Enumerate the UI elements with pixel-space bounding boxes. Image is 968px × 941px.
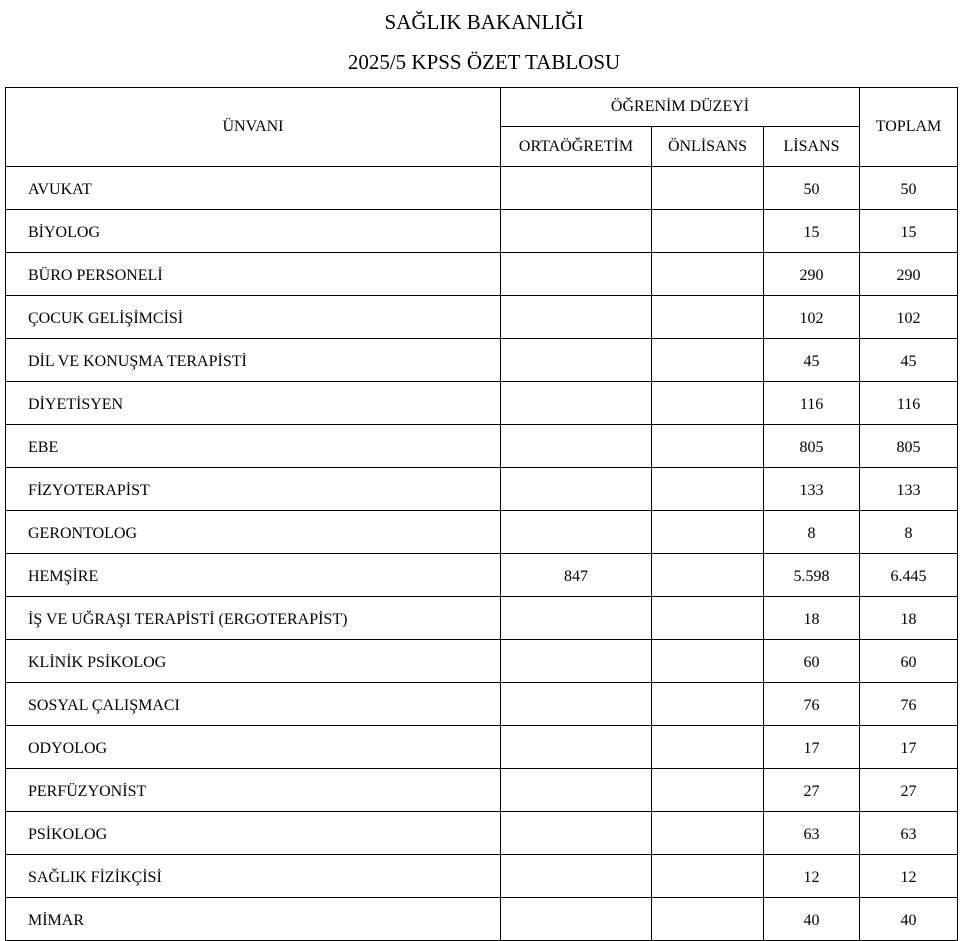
cell-onlisans: [652, 726, 764, 769]
cell-toplam: 133: [860, 468, 958, 511]
cell-ortaogretim: 847: [501, 554, 652, 597]
cell-unvan: SOSYAL ÇALIŞMACI: [6, 683, 501, 726]
cell-lisans: 290: [764, 253, 860, 296]
cell-toplam: 50: [860, 167, 958, 210]
header-unvan: ÜNVANI: [6, 88, 501, 167]
cell-unvan: İŞ VE UĞRAŞI TERAPİSTİ (ERGOTERAPİST): [6, 597, 501, 640]
header-ogrenim-duzeyi: ÖĞRENİM DÜZEYİ: [501, 88, 860, 127]
table-row: [6, 898, 958, 941]
cell-unvan: DİL VE KONUŞMA TERAPİSTİ: [6, 339, 501, 382]
cell-onlisans: [652, 640, 764, 683]
table-row: [6, 382, 958, 425]
cell-toplam: 15: [860, 210, 958, 253]
cell-onlisans: [652, 382, 764, 425]
cell-onlisans: [652, 554, 764, 597]
cell-lisans: 12: [764, 855, 860, 898]
cell-lisans: 133: [764, 468, 860, 511]
cell-unvan: SAĞLIK FİZİKÇİSİ: [6, 855, 501, 898]
cell-toplam: 27: [860, 769, 958, 812]
cell-toplam: 18: [860, 597, 958, 640]
cell-ortaogretim: [501, 425, 652, 468]
document-title: SAĞLIK BAKANLIĞI: [384, 10, 584, 34]
cell-toplam: 12: [860, 855, 958, 898]
table-row: [6, 425, 958, 468]
cell-ortaogretim: [501, 769, 652, 812]
header-ortaogretim: ORTAÖĞRETİM: [501, 127, 652, 167]
cell-lisans: 15: [764, 210, 860, 253]
cell-ortaogretim: [501, 511, 652, 554]
cell-lisans: 805: [764, 425, 860, 468]
cell-ortaogretim: [501, 253, 652, 296]
cell-lisans: 102: [764, 296, 860, 339]
cell-lisans: 8: [764, 511, 860, 554]
cell-ortaogretim: [501, 296, 652, 339]
cell-ortaogretim: [501, 339, 652, 382]
cell-onlisans: [652, 468, 764, 511]
cell-toplam: 116: [860, 382, 958, 425]
cell-unvan: MİMAR: [6, 898, 501, 941]
cell-ortaogretim: [501, 167, 652, 210]
table-row: [6, 726, 958, 769]
cell-unvan: BİYOLOG: [6, 210, 501, 253]
cell-lisans: 76: [764, 683, 860, 726]
cell-onlisans: [652, 597, 764, 640]
table-row: [6, 253, 958, 296]
cell-toplam: 8: [860, 511, 958, 554]
cell-ortaogretim: [501, 812, 652, 855]
cell-lisans: 60: [764, 640, 860, 683]
cell-onlisans: [652, 769, 764, 812]
table-row: [6, 683, 958, 726]
table-row: [6, 812, 958, 855]
cell-onlisans: [652, 167, 764, 210]
table-row: [6, 167, 958, 210]
cell-ortaogretim: [501, 683, 652, 726]
cell-unvan: DİYETİSYEN: [6, 382, 501, 425]
cell-lisans: 45: [764, 339, 860, 382]
cell-unvan: AVUKAT: [6, 167, 501, 210]
cell-lisans: 27: [764, 769, 860, 812]
cell-toplam: 45: [860, 339, 958, 382]
cell-unvan: GERONTOLOG: [6, 511, 501, 554]
cell-onlisans: [652, 339, 764, 382]
cell-lisans: 5.598: [764, 554, 860, 597]
cell-onlisans: [652, 812, 764, 855]
cell-onlisans: [652, 253, 764, 296]
cell-toplam: 805: [860, 425, 958, 468]
cell-toplam: 40: [860, 898, 958, 941]
cell-onlisans: [652, 898, 764, 941]
cell-onlisans: [652, 683, 764, 726]
cell-unvan: ÇOCUK GELİŞİMCİSİ: [6, 296, 501, 339]
table-row: [6, 468, 958, 511]
cell-ortaogretim: [501, 597, 652, 640]
header-toplam: TOPLAM: [860, 88, 958, 167]
cell-toplam: 102: [860, 296, 958, 339]
table-row: [6, 597, 958, 640]
cell-ortaogretim: [501, 382, 652, 425]
table-row: [6, 855, 958, 898]
table-row: [6, 210, 958, 253]
cell-ortaogretim: [501, 855, 652, 898]
cell-unvan: PSİKOLOG: [6, 812, 501, 855]
table-row: [6, 769, 958, 812]
cell-unvan: ODYOLOG: [6, 726, 501, 769]
cell-ortaogretim: [501, 640, 652, 683]
table-row: [6, 554, 958, 597]
table-row: [6, 640, 958, 683]
cell-toplam: 76: [860, 683, 958, 726]
cell-unvan: HEMŞİRE: [6, 554, 501, 597]
cell-unvan: KLİNİK PSİKOLOG: [6, 640, 501, 683]
summary-table: [5, 87, 958, 941]
cell-toplam: 290: [860, 253, 958, 296]
cell-lisans: 17: [764, 726, 860, 769]
cell-ortaogretim: [501, 726, 652, 769]
table-body: [6, 167, 958, 941]
cell-lisans: 18: [764, 597, 860, 640]
header-lisans: LİSANS: [764, 127, 860, 167]
cell-unvan: EBE: [6, 425, 501, 468]
cell-ortaogretim: [501, 468, 652, 511]
table-row: [6, 511, 958, 554]
cell-ortaogretim: [501, 210, 652, 253]
cell-unvan: FİZYOTERAPİST: [6, 468, 501, 511]
table-row: [6, 339, 958, 382]
cell-unvan: PERFÜZYONİST: [6, 769, 501, 812]
cell-toplam: 63: [860, 812, 958, 855]
header-onlisans: ÖNLİSANS: [652, 127, 764, 167]
cell-unvan: BÜRO PERSONELİ: [6, 253, 501, 296]
cell-onlisans: [652, 210, 764, 253]
cell-toplam: 17: [860, 726, 958, 769]
cell-onlisans: [652, 511, 764, 554]
cell-lisans: 63: [764, 812, 860, 855]
cell-ortaogretim: [501, 898, 652, 941]
cell-toplam: 60: [860, 640, 958, 683]
cell-lisans: 40: [764, 898, 860, 941]
cell-toplam: 6.445: [860, 554, 958, 597]
cell-onlisans: [652, 855, 764, 898]
cell-onlisans: [652, 425, 764, 468]
cell-lisans: 116: [764, 382, 860, 425]
table-row: [6, 296, 958, 339]
cell-onlisans: [652, 296, 764, 339]
cell-lisans: 50: [764, 167, 860, 210]
document-subtitle: 2025/5 KPSS ÖZET TABLOSU: [347, 50, 621, 74]
